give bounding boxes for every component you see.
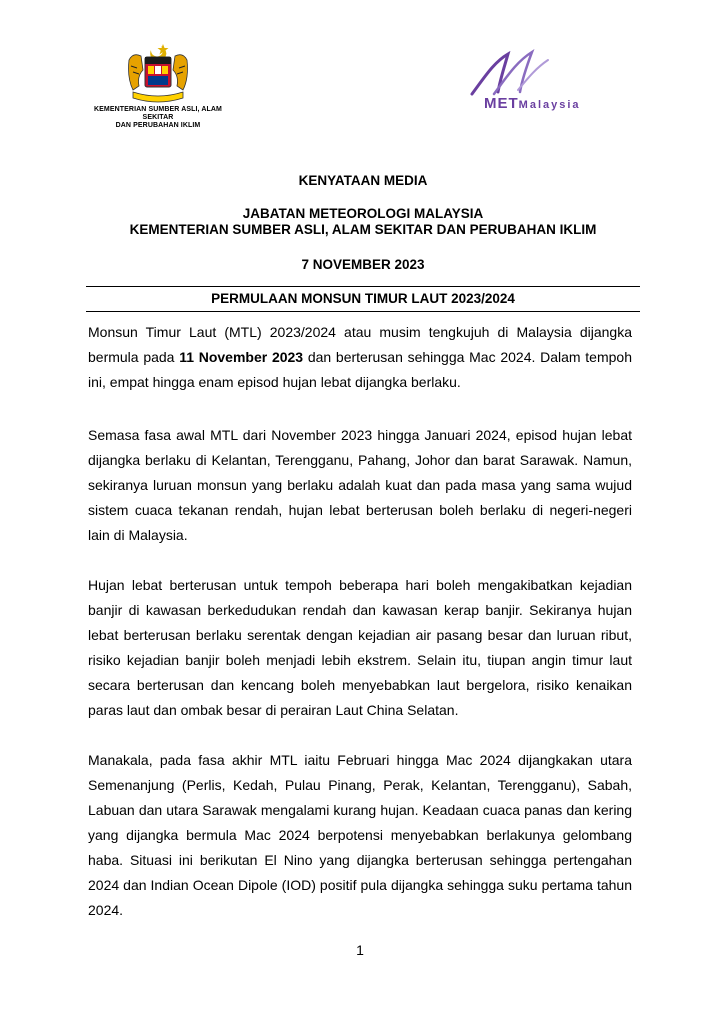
subject-rule-bottom <box>86 311 640 312</box>
paragraph-3 <box>88 573 632 723</box>
paragraph-4-text: Manakala, pada fasa akhir MTL iaitu Februari hingga Mac 2024 dijangkakan utara Semenanjung (Perlis, Kedah, Pulau Pinang, Perak, Kelantan, Terengganu), Sabah, Labuan dan utara Sarawak mengalami kurang hujan. Keadaan cuaca panas dan kering yang dijangka bermula Mac 2024 berpotensi menyebabkan berlakunya gelombang haba. Situasi ini berikutan El Nino yang dijangka berterusan sehingga pertengahan 2024 dan Indian Ocean Dipole (IOD) positif pula dijangka sehingga suku pertama tahun 2024. <box>88 752 632 918</box>
paragraph-1 <box>88 320 632 395</box>
met-logo-sub: Malaysia <box>518 99 581 111</box>
paragraph-2 <box>88 423 632 548</box>
paragraph-2-text: Semasa fasa awal MTL dari November 2023 hingga Januari 2024, episod hujan lebat dijangka berlaku di Kelantan, Terengganu, Pahang, Johor dan barat Sarawak. Namun, sekiranya luruan monsun yang berlaku adalah kuat dan pada masa yang sama wujud sistem cuaca tekanan rendah, hujan lebat berterusan boleh berlaku di negeri-negeri lain di Malaysia. <box>88 427 632 543</box>
document-type-label: KENYATAAN MEDIA <box>298 173 428 188</box>
paragraph-1-start: Monsun Timur Laut (MTL) 2023/2024 atau musim tengkujuh di Malaysia dijangka bermula pada <box>88 324 632 365</box>
subject-rule-top <box>86 286 640 287</box>
met-logo-text <box>484 95 581 112</box>
ministry-caption-line1: KEMENTERIAN SUMBER ASLI, ALAM SEKITAR <box>94 106 222 121</box>
ministry-logo <box>82 40 234 130</box>
met-swoosh-icon <box>464 48 614 98</box>
malaysia-coat-of-arms-icon <box>115 40 201 104</box>
document-date: 7 NOVEMBER 2023 <box>301 257 425 272</box>
ministry-caption <box>82 106 234 130</box>
agency-heading <box>86 206 640 238</box>
paragraph-1-end: dan berterusan sehingga Mac 2024. Dalam tempoh ini, empat hingga enam episod hujan lebat dijangka berlaku. <box>88 349 632 390</box>
start-date-highlight: 11 November 2023 <box>179 349 304 365</box>
agency-name: JABATAN METEOROLOGI MALAYSIA <box>242 206 484 221</box>
met-logo-main: MET <box>484 95 519 112</box>
paragraph-4 <box>88 748 632 923</box>
subject-heading: PERMULAAN MONSUN TIMUR LAUT 2023/2024 <box>211 291 515 306</box>
ministry-caption-line2: DAN PERUBAHAN IKLIM <box>115 122 201 129</box>
page-number: 1 <box>356 942 364 958</box>
met-malaysia-logo <box>464 48 614 116</box>
ministry-name: KEMENTERIAN SUMBER ASLI, ALAM SEKITAR DAN PERUBAHAN IKLIM <box>129 222 597 237</box>
paragraph-3-text: Hujan lebat berterusan untuk tempoh beberapa hari boleh mengakibatkan kejadian banjir di kawasan berkedudukan rendah dan kawasan kerap banjir. Sekiranya hujan lebat berterusan berlaku serentak dengan kejadian air pasang besar dan luruan ribut, risiko kejadian banjir boleh menjadi lebih ekstrem. Selain itu, tiupan angin timur laut secara berterusan dan kencang boleh menyebabkan laut bergelora, risiko kenaikan paras laut dan ombak besar di perairan Laut China Selatan. <box>88 577 632 718</box>
